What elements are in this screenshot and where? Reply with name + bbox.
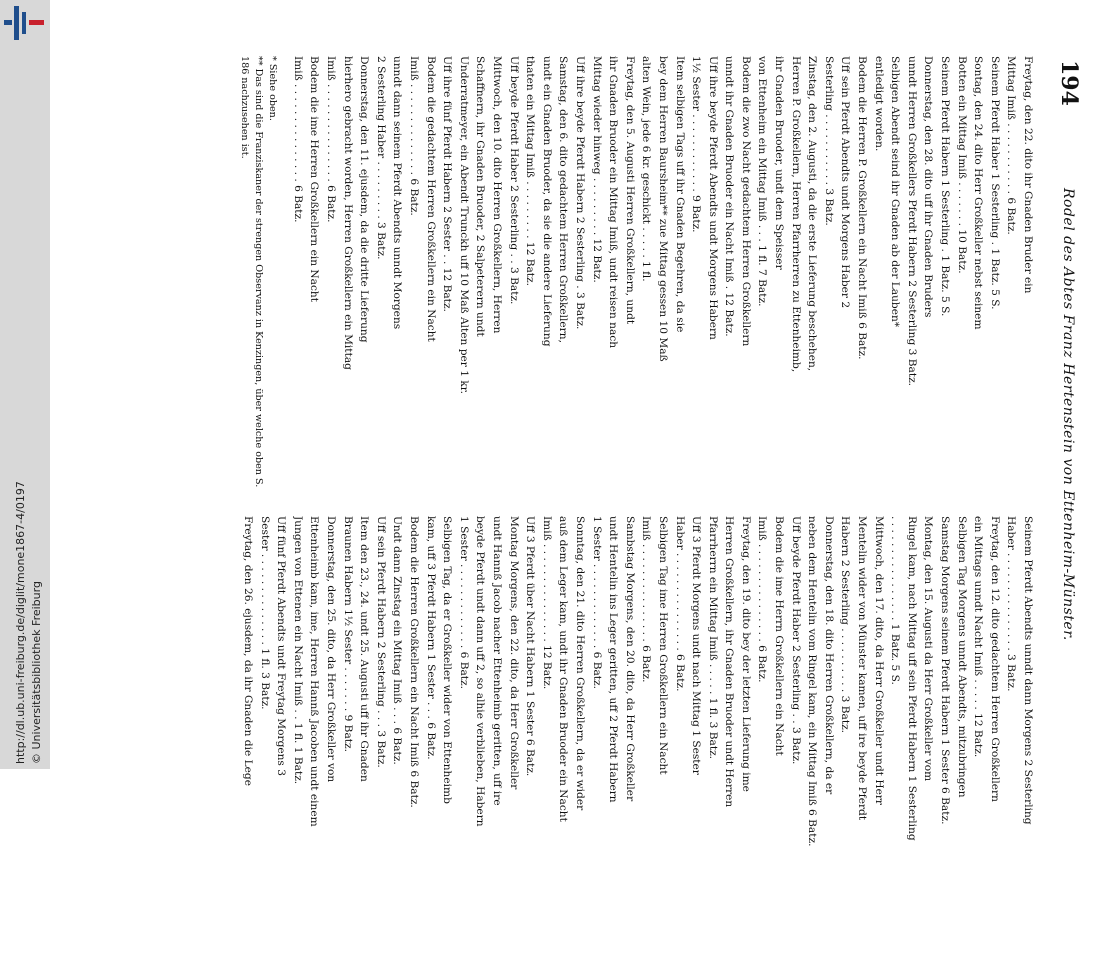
text-line: neben dem Hentelin vom Ringel kam, ein Mittag Imiß 6 Batz.	[806, 516, 819, 847]
text-line: Montag Morgens, den 22. dito, da Herr Großkeller	[507, 516, 520, 790]
text-line: Bodem die zwo Nacht gedachtem Herren Großkellern	[739, 56, 752, 347]
footnotes	[237, 56, 279, 501]
text-line: beyde Pferdt undt dann uff 2, so alhie verblieben, Habern	[474, 516, 487, 827]
text-line: Mittag Imiß . . . . . . . . . . . 6 Batz.	[1005, 56, 1018, 235]
text-line: bey dem Herren Baursheim** zue Mittag gessen 10 Maß	[656, 56, 669, 362]
book-page	[78, 48, 1088, 847]
text-line: Herren P. Großkellern, Herren Pfarrherren zu Ettenheimb,	[789, 56, 802, 373]
left-column	[237, 56, 1036, 501]
text-line: Pfarrherrn ein Mittag Imiß . . . . . 1 fl. 3 Batz.	[706, 516, 719, 760]
text-line: Imiß . . . . . . . . . . . . . . . 6 Batz.	[291, 56, 304, 223]
text-line: Freytag, den 26. ejusdem, da ihr Gnaden die Lege	[242, 516, 255, 786]
text-line: von Ettenheim ein Mittag Imiß . . . 1 fl. 7 Batz.	[756, 56, 769, 307]
text-line: Selbigen Tag, da er Großkeller wider von Ettenheimb	[441, 516, 454, 804]
text-line: undt Hentelin ins Leger geritten, uff 2 Pferdt Habern	[607, 516, 620, 803]
text-line: Jungen von Ettenen ein Nacht Imiß . . 1 fl. 1 Batz.	[291, 516, 304, 785]
text-line: Imiß . . . . . . . . . . . . . . . 6 Batz.	[640, 516, 653, 683]
text-line: 2 Sesterling Haber . . . . . . . . . 3 Batz.	[374, 56, 387, 260]
text-line: Bodem die ime Herrn Großkellern ein Nacht	[773, 516, 786, 756]
text-line: Sontag, den 24. dito Herr Großkeller nebst seinem	[972, 56, 985, 330]
text-line: Zinstag, den 2. Augusti, da die erste Lieferung beschehen,	[806, 56, 819, 372]
text-line: Item selbigen Tags uff ihr Gnaden Begehren, da sie	[673, 56, 686, 333]
text-line: Freytag, den 5. Augusti Herren Großkellern, undt	[623, 56, 636, 325]
text-line: thaten ein Mittag Imiß . . . . . . . . . 12 Batz.	[524, 56, 537, 287]
text-line: . . . . . . . . . . . . . . . . 1 Batz. 5 S.	[889, 516, 902, 685]
text-line: Undt dann Zinstag ein Mittag Imiß . . . 6 Batz.	[391, 516, 404, 765]
text-line: Habern 2 Sesterling . . . . . . . . . . 3 Batz.	[839, 516, 852, 734]
text-line: 1 Sester . . . . . . . . . . . . . 6 Batz.	[590, 516, 603, 689]
text-line: ihr Gnaden Bruoder ein Mittag Imiß, undt reisen nach	[607, 56, 620, 349]
text-line: Freytag, den 22. dito ihr Gnaden Bruder ein	[1022, 56, 1034, 294]
text-line: Haber . . . . . . . . . . . . . . . 3 Batz.	[1005, 516, 1018, 692]
text-line: Imiß . . . . . . . . . . . . . . . 6 Batz.	[325, 56, 338, 223]
text-line: Item den 23., 24. undt 25. Augusti uff ihr Gnaden	[358, 516, 371, 782]
text-line: undt Hannß Jacob nacher Ettenheimb geritten, uff ire	[491, 516, 503, 806]
text-line: Freytag, den 12. dito gedachtem Herren Großkellern	[988, 516, 1001, 802]
text-line: Seinem Pferdt Abendts unndt dann Morgens 2 Sesterling	[1022, 516, 1034, 825]
text-line: Uff beyde Pferdt Haber 2 Sesterling . . 3 Batz.	[789, 516, 802, 765]
page-number: 194	[1056, 60, 1082, 106]
text-line: Schaffnern, ihr Gnaden Bruoder, 2 Salpeterern undt	[474, 56, 487, 337]
text-line: Seinem Pferdt Haber 1 Sesterling . 1 Batz. 5 S.	[988, 56, 1001, 310]
text-line: Mentelin wider von Münster kamen, uff ire beyde Pferdt	[856, 516, 869, 821]
text-line: Samstag Morgens seinem Pferdt Habern 1 Sester 6 Batz.	[939, 516, 952, 825]
text-line: kam, uff 3 Pferdt Habern 1 Sester . . . 6 Batz.	[424, 516, 437, 760]
text-line: auß dem Leger kam, undt ihr Gnaden Bruoder ein Nacht	[557, 516, 570, 822]
text-line: Selbigen Tag Morgens unndt Abendts, mitzubringen	[955, 516, 968, 798]
text-line: Selbigen Abendt seind ihr Gnaden ab der Lauben*	[889, 56, 902, 328]
page-url[interactable]: http://dl.ub.uni-freiburg.de/diglit/mone1867-4/0197	[14, 481, 27, 764]
text-line: Uff sein Pferdt Habern 2 Sesterling . . . 3 Batz.	[374, 516, 387, 768]
text-line: Bodem die Herren Großkellern ein Nacht Imiß 6 Batz.	[408, 516, 421, 808]
text-line: Uff ihre beyde Pferdt Habern 2 Sesterling . 3 Batz.	[573, 56, 586, 330]
footnote: ** Das sind die Franziskaner der strengen Observanz in Kenzingen, über welche oben S. 186 nachzusehen ist.	[239, 56, 265, 488]
text-line: Uff fünf Pferdt Abendts undt Freytag Morgens 3	[275, 516, 288, 776]
running-head: Rodel des Abtes Franz Hertenstein von Ettenheim-Münster.	[1060, 188, 1076, 641]
text-line: Sester . . . . . . . . . . . . . . 1 fl. 3 Batz.	[258, 516, 271, 710]
text-line: Donnerstag, den 28. dito uff ihr Gnaden Bruders	[922, 56, 935, 318]
footnote: * Siehe oben.	[267, 56, 279, 121]
text-line: Braunen Habern 1½ Sester . . . . . . . 9 Batz.	[341, 516, 354, 752]
side-strip	[0, 0, 50, 769]
text-line: unndt dann seinem Pferdt Abendts unndt Morgens	[391, 56, 404, 330]
text-line: Uff ihre fünf Pferdt Habern 2 Sester . . 12 Batz.	[441, 56, 454, 312]
text-line: Donnerstag, den 11. ejusdem, da die dritte Lieferung	[358, 56, 371, 343]
text-line: unndt ihr Gnaden Bruoder ein Nacht Imiß . 12 Batz.	[723, 56, 736, 337]
text-line: Ettenheimb kam, ime, Herren Hannß Jacoben undt einem	[308, 516, 321, 827]
text-line: Sambstag Morgens, den 20. dito, da Herr Großkeller	[623, 516, 636, 802]
text-line: Mittwoch, den 10. dito Herren Großkellern, Herren	[491, 56, 503, 334]
text-line: Donnerstag, den 18. dito Herren Großkellern, da er	[822, 516, 835, 795]
text-line: Imiß . . . . . . . . . . . . . . . 12 Batz.	[540, 516, 553, 690]
text-line: Uff beyde Pferdt Haber 2 Sesterling . . 3 Batz.	[507, 56, 520, 305]
text-line: Underratmeyer, ein Abendt Trunckh uff 10 Maß Alten per 1 kr.	[457, 56, 470, 395]
copyright-notice: © Universitätsbibliothek Freiburg	[30, 581, 43, 764]
text-line: Bodem die ime Herren Großkellern ein Nacht	[308, 56, 321, 303]
text-line: ihr Gnaden Bruoder, undt dem Speisser	[773, 56, 786, 270]
text-line: Imiß . . . . . . . . . . . . . . . 6 Batz.	[756, 516, 769, 683]
text-line: Freytag, den 19. dito bey der letzten Lieferung ime	[739, 516, 752, 792]
text-line: unndt Herren Großkellers Pferdt Habern 2 Sesterling 3 Batz.	[905, 56, 918, 387]
text-line: Haber . . . . . . . . . . . . . . . 6 Batz.	[673, 516, 686, 692]
text-line: Selbigen Tag ime Herren Großkellern ein Nacht	[656, 516, 669, 775]
text-line: Uff 3 Pferdt Morgens undt nach Mittag 1 Sester	[690, 516, 703, 775]
text-line: Botten ein Mittag Imiß . . . . . . . 10 Batz.	[955, 56, 968, 274]
right-column	[240, 516, 1037, 961]
text-line: Imiß . . . . . . . . . . . . . . 6 Batz.	[408, 56, 421, 216]
text-line: Uff ihre beyde Pferdt Abendts undt Morgens Habern	[706, 56, 719, 340]
text-line: Ringel kam, nach Mittag uff sein Pferdt Habern 1 Sesterling	[905, 516, 918, 841]
text-line: 1½ Sester . . . . . . . . . . . . 9 Batz.	[690, 56, 703, 233]
text-line: Uff 3 Pferdt über Nacht Habern 1 Sester 6 Batz.	[524, 516, 537, 777]
text-line: Mittwoch, den 17. dito, da Herr Großkeller undt Herr	[872, 516, 885, 805]
text-line: Herren Großkellern, ihr Gnaden Bruoder undt Herren	[723, 516, 736, 808]
text-line: Bodem die gedachtem Herren Großkellern ein Nacht	[424, 56, 437, 342]
text-line: Mittag wieder hinweg . . . . . . . . . 12 Batz.	[590, 56, 603, 283]
text-line: Seinem Pferdt Habern 1 Sesterling . 1 Batz. 5 S.	[939, 56, 952, 317]
text-line: Sesterling . . . . . . . . . . . 3 Batz.	[822, 56, 835, 226]
text-line: Uff sein Pferdt Abendts undt Morgens Haber 2	[839, 56, 852, 309]
text-line: ein Mittags unndt Nacht Imiß . . . . . 12 Batz.	[972, 516, 985, 758]
text-line: undt ein Gnaden Bruoder, da sie die andere Lieferung	[540, 56, 553, 347]
text-line: alten Wein, jede 6 kr. geschickt . . . . . 1 fl.	[640, 56, 653, 282]
text-line: 1 Sester . . . . . . . . . . . . . 6 Batz.	[457, 516, 470, 689]
text-line: Samstag, den 6. dito gedachtem Herren Großkellern,	[557, 56, 570, 343]
text-line: Sonntag, den 21. dito Herren Großkellern, da er wider	[573, 516, 586, 811]
text-line: hierhero gebracht worden, Herren Großkellern ein Mittag	[341, 56, 354, 370]
text-line: Donnerstag, den 25. dito, da Herr Großkeller von	[325, 516, 338, 783]
library-logo-icon	[4, 6, 44, 40]
text-line: entledigt worden.	[872, 56, 885, 152]
text-line: Montag, den 15. Augusti da Herr Großkeller vom	[922, 516, 935, 782]
text-line: Bodem die Herren P. Großkellern ein Nacht Imiß 6 Batz.	[856, 56, 869, 360]
